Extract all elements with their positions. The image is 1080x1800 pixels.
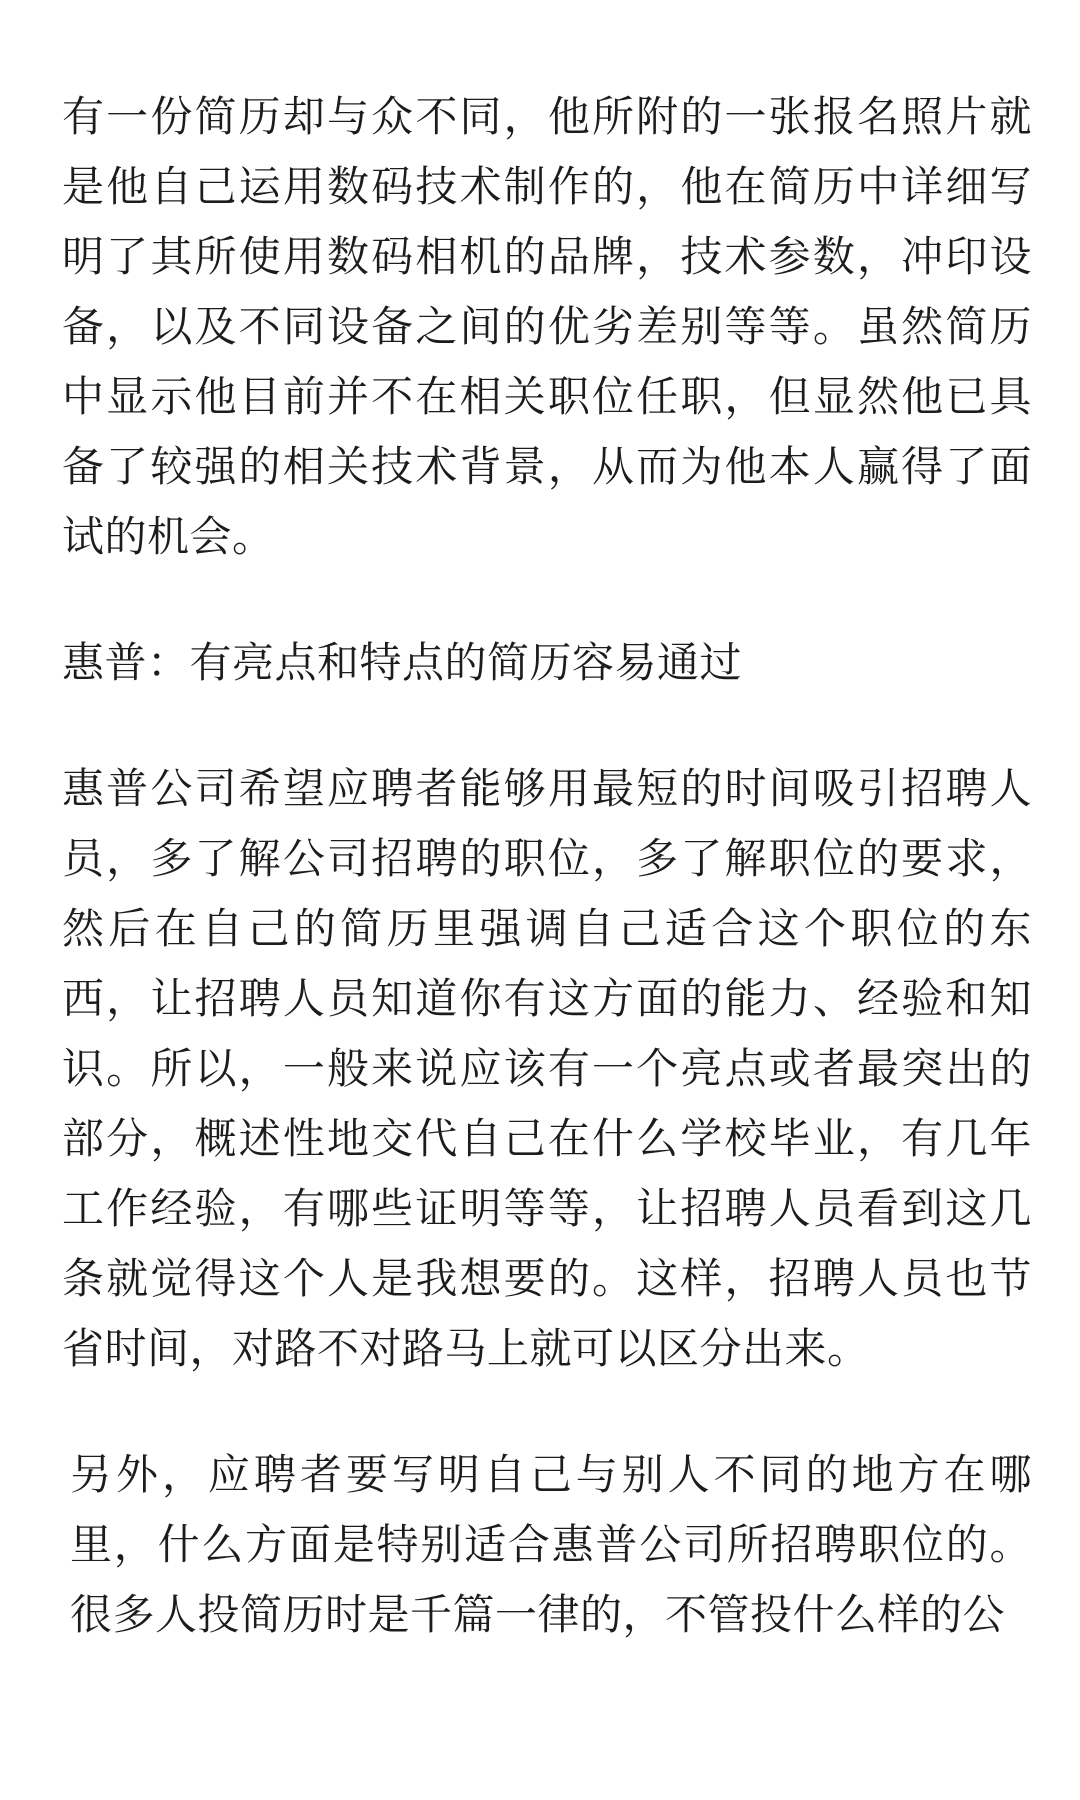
paragraph-hp-expectations: 惠普公司希望应聘者能够用最短的时间吸引招聘人员，多了解公司招聘的职位，多了解职位的要求，然后在自己的简历里强调自己适合这个职位的东西，让招聘人员知道你有这方面的能力、经验和知识。所以，一般来说应该有一个亮点或者最突出的部分，概述性地交代自己在什么学校毕业，有几年工作经验，有哪些证明等等，让招聘人员看到这几条就觉得这个人是我想要的。这样，招聘人员也节省时间，对路不对路马上就可以区分出来。 (62, 764, 1032, 1373)
section-heading-hp: 惠普：有亮点和特点的简历容易通过 (62, 638, 743, 687)
paragraph-resume-example: 有一份简历却与众不同，他所附的一张报名照片就是他自己运用数码技术制作的，他在简历中详细写明了其所使用数码相机的品牌，技术参数，冲印设备，以及不同设备之间的优劣差别等等。虽然简历中显示他目前并不在相关职位任职，但显然他已具备了较强的相关技术背景，从而为他本人赢得了面试的机会。 (62, 92, 1032, 561)
paragraph-differentiation: 另外，应聘者要写明自己与别人不同的地方在哪里，什么方面是特别适合惠普公司所招聘职位的。很多人投简历时是千篇一律的，不管投什么样的公 (70, 1450, 1032, 1639)
article-body (62, 82, 1032, 1706)
